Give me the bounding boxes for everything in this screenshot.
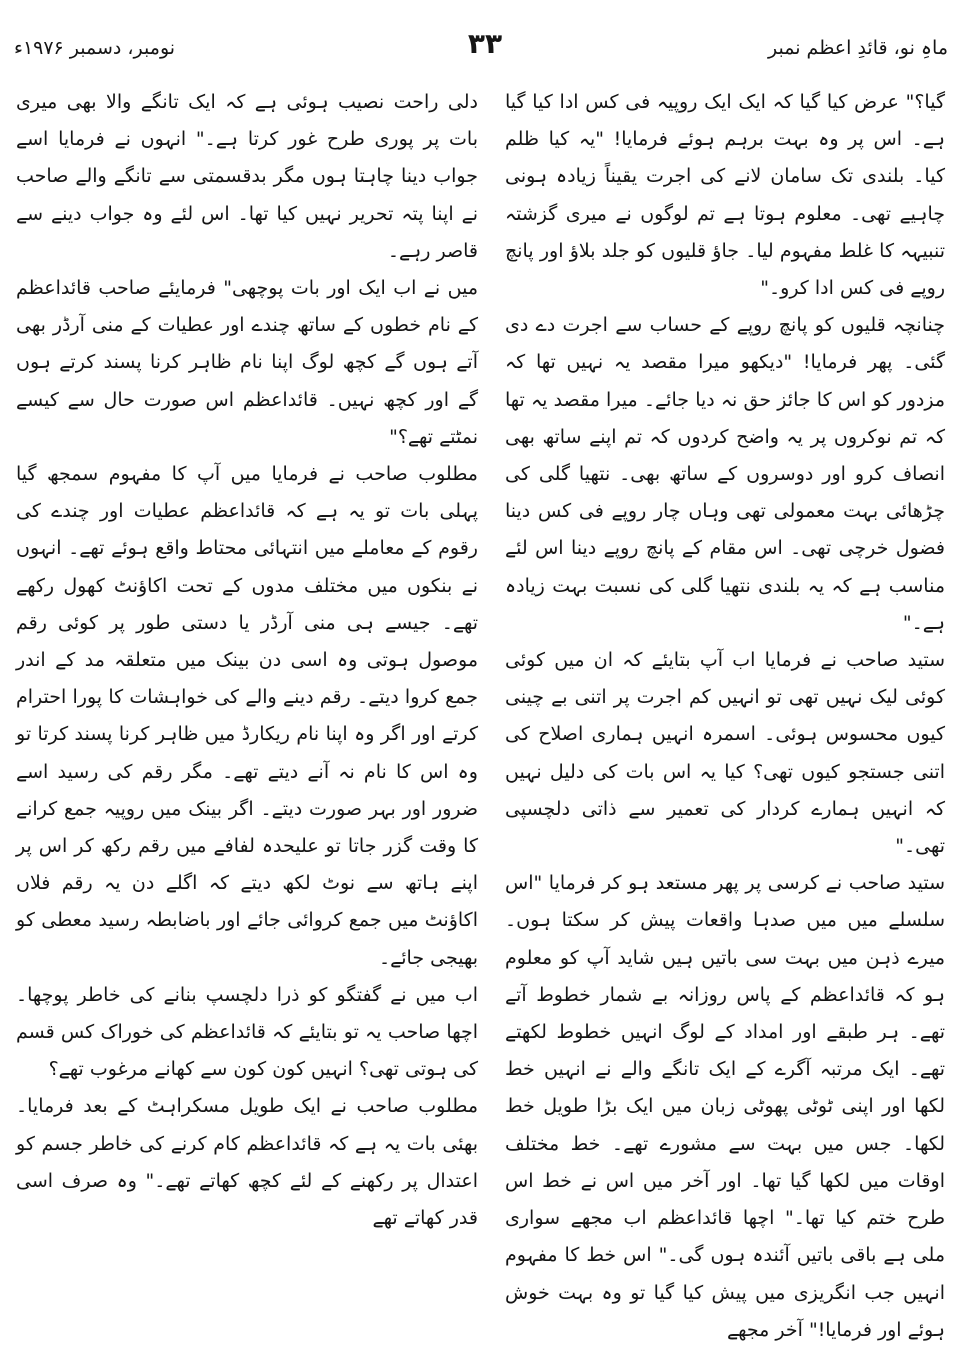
paragraph: چنانچہ قلیوں کو پانچ روپے کے حساب سے اجرت دے دی گئی۔ پھر فرمایا! "دیکھو میرا مقصد یہ نہیں تھا کہ مزدور کو اس کا جائز حق نہ دیا جائے۔ میرا مقصد یہ تھا کہ تم نوکروں پر یہ واضح کردوں کہ تم اپنے ساتھ بھی انصاف کرو اور دوسروں کے ساتھ بھی۔ نتھیا گلی کی چڑھائی بہت معمولی تھی وہاں چار روپے فی کس دینا فضول خرچی تھی۔ اس مقام کے پانچ روپے دینا اس لئے مناسب ہے کہ یہ بلندی نتھیا گلی کی نسبت بہت زیادہ ہے۔" — [505, 314, 945, 634]
paragraph: مطلوب صاحب نے فرمایا میں آپ کا مفہوم سمجھ گیا پہلی بات تو یہ ہے کہ قائداعظم عطیات اور چندے کی رقوم کے معاملے میں انتہائی محتاط واقع ہوئے تھے۔ انہوں نے بنکوں میں مختلف مدوں کے تحت اکاؤنٹ کھول رکھے تھے۔ جیسے ہی منی آرڈر یا دستی طور پر کوئی رقم موصول ہوتی وہ اسی دن بینک میں متعلقہ مد کے اندر جمع کروا دیتے۔ رقم دینے والے کی خواہشات کا پورا احترام کرتے اور اگر وہ اپنا نام ریکارڈ میں ظاہر کرنا پسند کرتا تو وہ اس کا نام نہ آنے دیتے تھے۔ مگر رقم کی رسید اسے ضرور اور بہر صورت دیتے۔ اگر بینک میں روپیہ جمع کرانے کا وقت گزر جاتا تو علیحدہ لفافے میں رقم رکھ کر اس پر اپنے ہاتھ سے نوٹ لکھ دیتے کہ اگلے دن یہ رقم فلاں اکاؤنٹ میں جمع کروائی جائے اور باضابطہ رسید معطی کو بھیجی جائے۔ — [16, 463, 478, 969]
paragraph: ستید صاحب نے کرسی پر پھر مستعد ہو کر فرمایا "اس سلسلے میں میں صدہا واقعات پیش کر سکتا ہوں۔ میرے ذہن میں بہت سی باتیں ہیں شاید آپ کو معلوم ہو کہ قائداعظم کے پاس روزانہ بے شمار خطوط آتے تھے۔ ہر طبقے اور امداد کے لوگ انہیں خطوط لکھتے تھے۔ ایک مرتبہ آگرے کے ایک تانگے والے نے انہیں خط لکھا اور اپنی ٹوٹی پھوٹی زبان میں ایک بڑا طویل خط لکھا۔ جس میں بہت سے مشورے تھے۔ خط مختلف اوقات میں لکھا گیا تھا۔ اور آخر میں اس نے خط اس طرح ختم کیا تھا۔" اچھا قائداعظم اب مجھے سواری ملی ہے باقی باتیں آئندہ ہوں گی۔" اس خط کا مفہوم انہیں جب انگریزی میں پیش کیا گیا تو وہ بہت خوش ہوئے اور فرمایا!" آخر مجھے — [505, 872, 945, 1341]
paragraph: دلی راحت نصیب ہوئی ہے کہ ایک تانگے والا بھی میری بات پر پوری طرح غور کرتا ہے۔" انہوں نے فرمایا اسے جواب دینا چاہتا ہوں مگر بدقسمتی سے تانگے والے صاحب نے اپنا پتہ تحریر نہیں کیا تھا۔ اس لئے وہ جواب دینے سے قاصر رہے۔ — [16, 91, 478, 262]
paragraph: میں نے اب ایک اور بات پوچھی" فرمایئے صاحب قائداعظم کے نام خطوں کے ساتھ چندے اور عطیات کے منی آرڈر بھی آتے ہوں گے کچھ لوگ اپنا نام ظاہر کرنا پسند کرتے ہوں گے اور کچھ نہیں۔ قائداعظم اس صورت حال سے کیسے نمٹتے تھے؟" — [16, 277, 478, 448]
right-column — [505, 84, 945, 1341]
magazine-title: ماہِ نو، قائدِ اعظم نمبر — [768, 37, 948, 59]
left-column — [16, 84, 478, 1230]
paragraph: گیا؟" عرض کیا گیا کہ ایک ایک روپیہ فی کس ادا کیا گیا ہے۔ اس پر وہ بہت برہم ہوئے فرمایا! "یہ کیا ظلم کیا۔ بلندی تک سامان لانے کی اجرت یقیناً زیادہ ہونی چاہیے تھی۔ معلوم ہوتا ہے تم لوگوں نے میری گزشتہ تنبیہہ کا غلط مفہوم لیا۔ جاؤ قلیوں کو جلد بلاؤ اور پانچ روپے فی کس ادا کرو۔" — [505, 91, 945, 300]
paragraph: مطلوب صاحب نے ایک طویل مسکراہٹ کے بعد فرمایا۔ بھئی بات یہ ہے کہ قائداعظم کام کرنے کی خاطر جسم کو اعتدال پر رکھنے کے لئے کچھ کھاتے تھے۔" وہ صرف اسی قدر کھاتے تھے — [16, 1095, 478, 1230]
paragraph: اب میں نے گفتگو کو ذرا دلچسپ بنانے کی خاطر پوچھا۔ اچھا صاحب یہ تو بتایئے کہ قائداعظم کی خوراک کس قسم کی ہوتی تھی؟ انہیں کون کون سے کھانے مرغوب تھے؟ — [16, 983, 478, 1081]
paragraph: ستید صاحب نے فرمایا اب آپ بتایئے کہ ان میں کوئی کوئی لیک نہیں تھی تو انہیں کم اجرت پر اتنی بے چینی کیوں محسوس ہوئی۔ اسمرہ انہیں ہماری اصلاح کی اتنی جستجو کیوں تھی؟ کیا یہ اس بات کی دلیل نہیں کہ انہیں ہمارے کردار کی تعمیر سے ذاتی دلچسپی تھی۔" — [505, 649, 945, 858]
page-number: ۳۳ — [467, 27, 503, 60]
issue-date: نومبر، دسمبر ۱۹۷۶ء — [14, 37, 176, 59]
